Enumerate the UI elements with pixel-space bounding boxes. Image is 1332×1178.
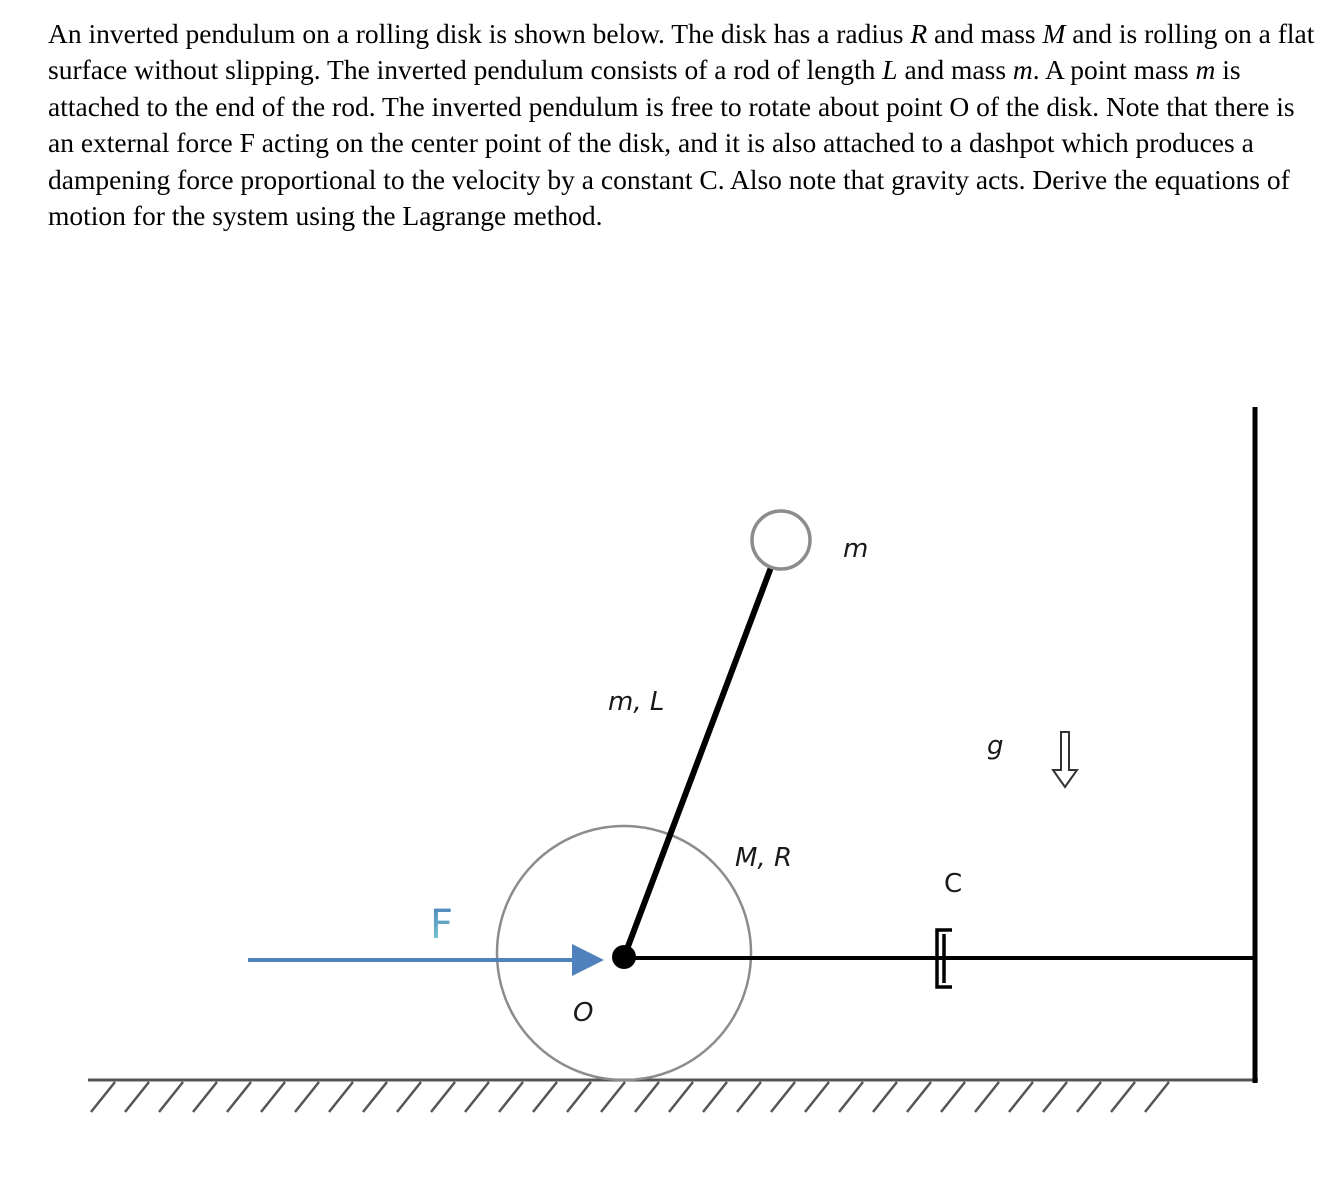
problem-text-segment: and is rolling on a flat surface without slipping. The inverted pendulum consists of a rod of length [48,18,1315,86]
label-gravity: g [987,731,1004,761]
gravity-arrow-icon [1053,732,1077,787]
label-disk: M, R [735,843,793,873]
ground-hatch-mark [1009,1082,1033,1112]
point-mass [752,511,810,569]
ground-hatching [91,1082,1169,1112]
ground-hatch-mark [873,1082,897,1112]
ground-hatch-mark [669,1082,693,1112]
ground-hatch-mark [1145,1082,1169,1112]
problem-symbol: R [910,18,928,49]
ground-hatch-mark [261,1082,285,1112]
ground-hatch-mark [1111,1082,1135,1112]
ground-hatch-mark [193,1082,217,1112]
ground-hatch-mark [635,1082,659,1112]
ground-hatch-mark [91,1082,115,1112]
force-arrow-head [572,944,604,976]
ground-hatch-mark [499,1082,523,1112]
problem-text-segment: An inverted pendulum on a rolling disk is shown below. The disk has a radius [48,18,911,49]
label-force: F [430,902,454,948]
problem-text-segment: is attached to the end of the rod. The inverted pendulum is free to rotate about point O of the disk. Note that there is an external force F acting on the center point of the disk, and it is also attached to a dashpot which produces a dampening force proportional to the velocity by a constant C. Also note that gravity acts. Derive the equations of motion for the system using the Lagrange method. [48,54,1295,232]
problem-text-segment: and mass [927,18,1043,49]
problem-symbol: m [1195,54,1216,86]
ground-hatch-mark [805,1082,829,1112]
label-rod: m, L [608,687,665,717]
ground-hatch-mark [1043,1082,1067,1112]
label-point-mass: m [843,534,869,564]
problem-symbol: M [1042,18,1066,49]
ground-hatch-mark [465,1082,489,1112]
pendulum-rod [624,570,770,957]
label-damper: C [944,869,963,899]
ground-hatch-mark [737,1082,761,1112]
ground-hatch-mark [771,1082,795,1112]
ground-hatch-mark [839,1082,863,1112]
label-pivot: O [573,998,594,1028]
ground-hatch-mark [907,1082,931,1112]
ground-hatch-mark [397,1082,421,1112]
ground-hatch-mark [159,1082,183,1112]
pivot-point [612,945,636,969]
ground-hatch-mark [703,1082,727,1112]
ground-hatch-mark [941,1082,965,1112]
problem-symbol: L [882,54,898,86]
problem-symbol: m [1012,54,1033,86]
ground-hatch-mark [295,1082,319,1112]
ground-hatch-mark [601,1082,625,1112]
ground-hatch-mark [329,1082,353,1112]
ground-hatch-mark [1077,1082,1101,1112]
ground-hatch-mark [227,1082,251,1112]
problem-text-segment: and mass [897,54,1013,86]
problem-text-segment: . A point mass [1032,54,1196,86]
ground-hatch-mark [363,1082,387,1112]
ground-hatch-mark [431,1082,455,1112]
ground-hatch-mark [125,1082,149,1112]
ground-hatch-mark [533,1082,557,1112]
ground-hatch-mark [567,1082,591,1112]
ground-hatch-mark [975,1082,999,1112]
